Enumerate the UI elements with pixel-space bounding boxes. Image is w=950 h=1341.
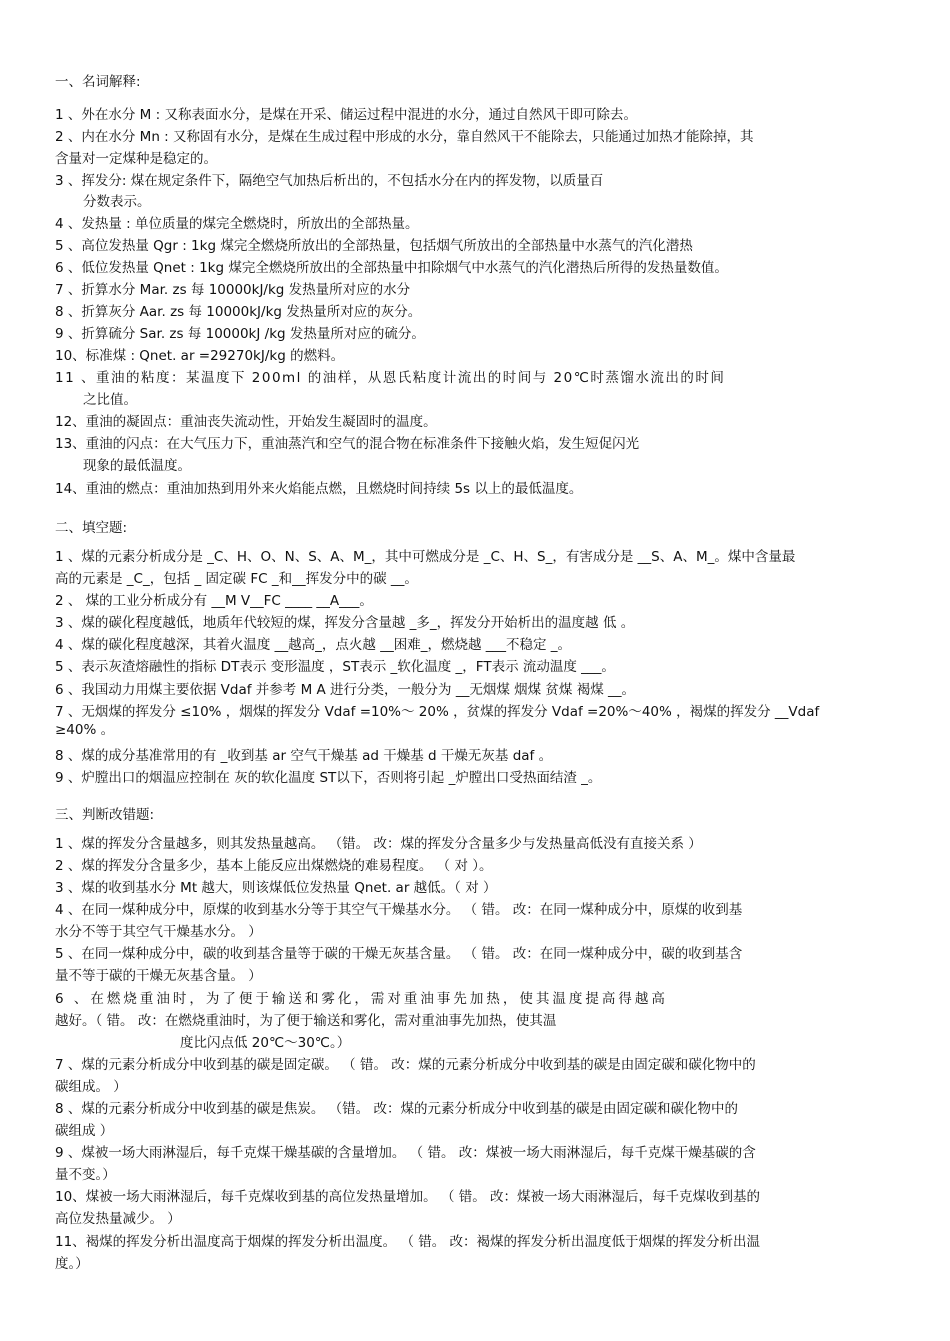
fill-line: 8 、煤的成分基准常用的有 _收到基 ar 空气干燥基 ad 干燥基 d 干燥无灰基 daf 。 [55,748,553,764]
judge-line: 碳组成。 ） [55,1079,127,1095]
judge-line: 10、煤被一场大雨淋湿后，每千克煤收到基的高位发热量增加。 （ 错。 改：煤被一场大雨淋湿后，每千克煤收到基的 [55,1189,761,1205]
judge-line: 量不等于碳的干燥无灰基含量。 ） [55,968,262,984]
def-line: 9 、折算硫分 Sar. zs 每 10000kJ /kg 发热量所对应的硫分。 [55,326,425,342]
judge-line: 8 、煤的元素分析成分中收到基的碳是焦炭。 （错。 改：煤的元素分析成分中收到基的碳是由固定碳和碳化物中的 [55,1101,738,1117]
judge-line: 碳组成 ） [55,1123,114,1139]
def-line: 12、重油的凝固点：重油丧失流动性，开始发生凝固时的温度。 [55,414,437,430]
judge-line: 1 、煤的挥发分含量越多，则其发热量越高。 （错。 改：煤的挥发分含量多少与发热量高低没有直接关系 ） [55,836,702,852]
section-heading-definitions: 一、名词解释: [55,74,141,90]
fill-line: 2 、 煤的工业分析成分有 __M V__FC ____ __A___。 [55,593,373,609]
judge-line: 11、褐煤的挥发分析出温度高于烟煤的挥发分析出温度。 （ 错。 改：褐煤的挥发分析出温度低于烟煤的挥发分析出温 [55,1234,761,1250]
def-line: 2 、内在水分 Mn : 又称固有水分，是煤在生成过程中形成的水分，靠自然风干不能除去，只能通过加热才能除掉，其 [55,129,754,145]
judge-line: 3 、煤的收到基水分 Mt 越大，则该煤低位发热量 Qnet. ar 越低。（ 对 ） [55,880,497,896]
judge-line: 6 、在燃烧重油时，为了便于输送和雾化，需对重油事先加热，使其温度提高得越高 [55,991,668,1007]
def-line: 3 、挥发分: 煤在规定条件下，隔绝空气加热后析出的，不包括水分在内的挥发物，以质量百 [55,173,604,189]
def-line: 含量对一定煤种是稳定的。 [55,151,217,167]
fill-line: 5 、表示灰渣熔融性的指标 DT表示 变形温度 ，ST表示 _软化温度 _，FT表示 流动温度 ___。 [55,659,615,675]
judge-line: 7 、煤的元素分析成分中收到基的碳是固定碳。 （ 错。 改：煤的元素分析成分中收到基的碳是由固定碳和碳化物中的 [55,1057,756,1073]
judge-line: 高位发热量减少。 ） [55,1211,181,1227]
judge-line: 越好。（ 错。 改：在燃烧重油时，为了便于输送和雾化，需对重油事先加热，使其温 [55,1013,557,1029]
def-line: 分数表示。 [83,194,151,210]
judge-line: 9 、煤被一场大雨淋湿后，每千克煤干燥基碳的含量增加。 （ 错。 改：煤被一场大雨淋湿后，每千克煤干燥基碳的含 [55,1145,756,1161]
def-line: 之比值。 [83,392,137,408]
fill-line: 1 、煤的元素分析成分是 _C、H、O、N、S、A、M_，其中可燃成分是 _C、H、S_，有害成分是 __S、A、M_。煤中含量最 [55,549,796,565]
fill-line: 9 、炉膛出口的烟温应控制在 灰的软化温度 ST以下，否则将引起 _炉膛出口受热面结渣 _。 [55,770,602,786]
fill-line: 4 、煤的碳化程度越深，其着火温度 __越高_，点火越 __困难_，燃烧越 ___不稳定 _。 [55,637,572,653]
def-line: 14、重油的燃点：重油加热到用外来火焰能点燃，且燃烧时间持续 5s 以上的最低温度。 [55,481,583,497]
fill-line: 3 、煤的碳化程度越低，地质年代较短的煤，挥发分含量越 _多_，挥发分开始析出的温度越 低 。 [55,615,635,631]
judge-line: 5 、在同一煤种成分中，碳的收到基含量等于碳的干燥无灰基含量。 （ 错。 改：在同一煤种成分中，碳的收到基含 [55,946,743,962]
def-line: 11 、重油的粘度：某温度下 200ml 的油样，从恩氏粘度计流出的时间与 20℃时蒸馏水流出的时间 [55,370,726,386]
def-line: 7 、折算水分 Mar. zs 每 10000kJ/kg 发热量所对应的水分 [55,282,411,298]
def-line: 4 、发热量 : 单位质量的煤完全燃烧时，所放出的全部热量。 [55,216,419,232]
def-line: 现象的最低温度。 [83,458,191,474]
fill-line: 7 、无烟煤的挥发分 ≤10% ，烟煤的挥发分 Vdaf =10%～ 20% ，贫煤的挥发分 Vdaf =20%～40% ，褐煤的挥发分 __Vdaf [55,704,820,720]
section-heading-fill-in: 二、填空题: [55,520,128,536]
def-line: 1 、外在水分 M : 又称表面水分，是煤在开采、储运过程中混进的水分，通过自然风干即可除去。 [55,107,637,123]
judge-line: 水分不等于其空气干燥基水分。 ） [55,924,262,940]
def-line: 5 、高位发热量 Qgr : 1kg 煤完全燃烧所放出的全部热量，包括烟气所放出的全部热量中水蒸气的汽化潜热 [55,238,693,254]
def-line: 13、重油的闪点：在大气压力下，重油蒸汽和空气的混合物在标准条件下接触火焰，发生短促闪光 [55,436,640,452]
judge-line: 度比闪点低 20℃～30℃。） [180,1035,351,1051]
judge-line: 量不变。） [55,1167,116,1183]
judge-line: 2 、煤的挥发分含量多少，基本上能反应出煤燃烧的难易程度。 （ 对 ）。 [55,858,493,874]
def-line: 10、标准煤 : Qnet. ar =29270kJ/kg 的燃料。 [55,348,345,364]
fill-line: 6 、我国动力用煤主要依据 Vdaf 并参考 M A 进行分类，一般分为 __无烟煤 烟煤 贫煤 褐煤 __。 [55,682,636,698]
fill-line: ≥40% 。 [55,722,115,738]
def-line: 6 、低位发热量 Qnet : 1kg 煤完全燃烧所放出的全部热量中扣除烟气中水蒸气的汽化潜热后所得的发热量数值。 [55,260,728,276]
section-heading-true-false: 三、判断改错题: [55,807,155,823]
def-line: 8 、折算灰分 Aar. zs 每 10000kJ/kg 发热量所对应的灰分。 [55,304,422,320]
judge-line: 4 、在同一煤种成分中，原煤的收到基水分等于其空气干燥基水分。 （ 错。 改：在同一煤种成分中，原煤的收到基 [55,902,743,918]
judge-line: 度。） [55,1256,89,1272]
fill-line: 高的元素是 _C_，包括 _ 固定碳 FC _和__挥发分中的碳 __。 [55,571,418,587]
